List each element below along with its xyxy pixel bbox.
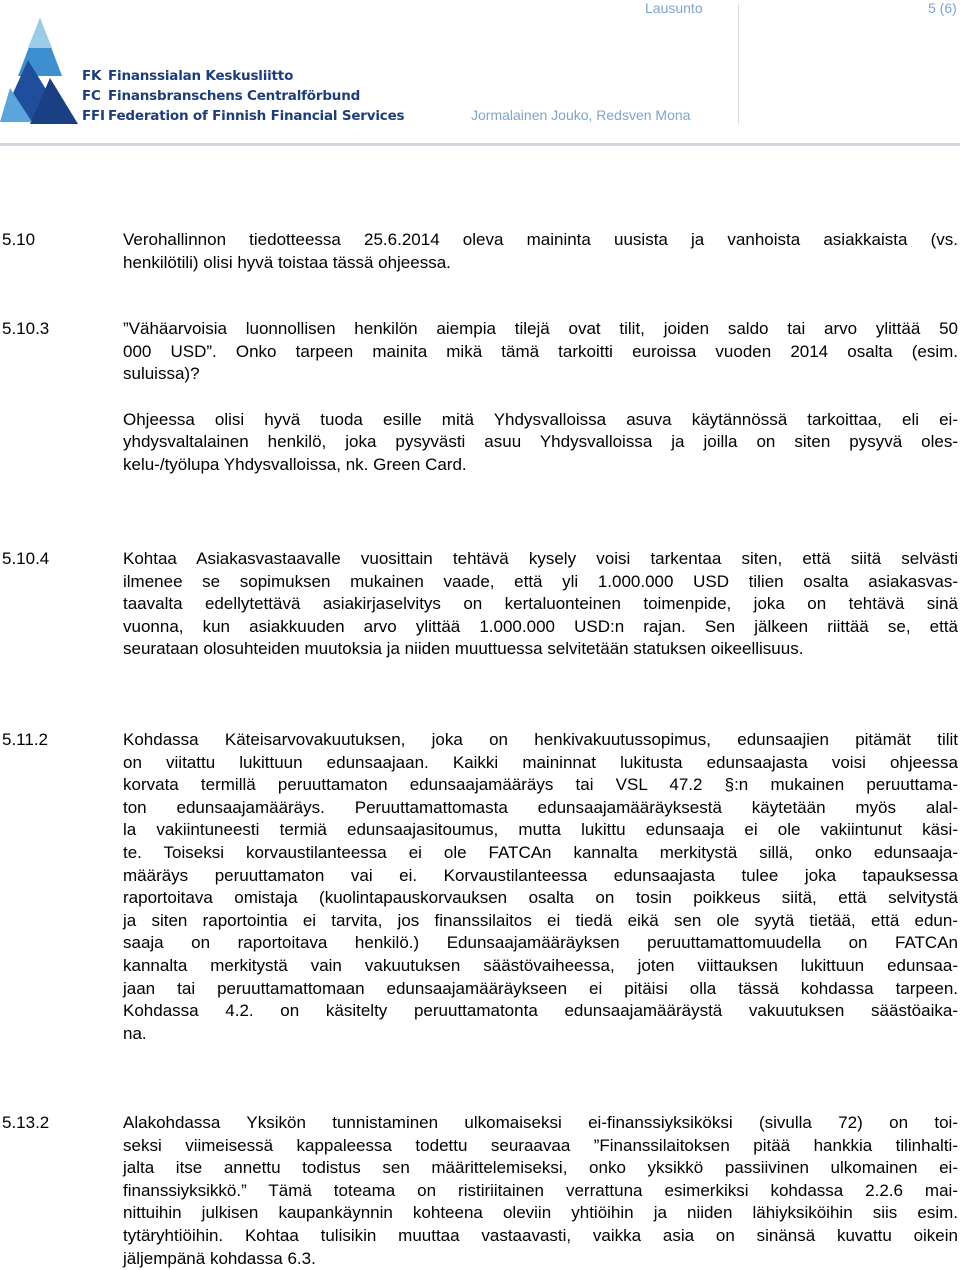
text-line: te. Toiseksi korvaustilanteessa ei ole FATCAn kannalta merkitystä sillä, onko edunsaaja- [123, 842, 958, 862]
text-line: Verohallinnon tiedotteessa 25.6.2014 oleva maininta uusista ja vanhoista asiakkaista (vs. [123, 230, 958, 249]
text-line: ja siten raportointia ei tarvita, jos finanssilaitos ei tiedä eikä sen ole syytä tietää, että edun- [123, 910, 958, 930]
text-line: Alakohdassa Yksikön tunnistaminen ulkomaiseksi ei-finanssiyksiköksi (sivulla 72) on toi- [123, 1113, 958, 1132]
text-line: nittuihin julkisen kaupankäynnin kohteena oleviin yhtiöihin ja niiden lähiyksiköihin siis esim. [123, 1203, 958, 1223]
text-line: määräys peruuttamaton vai ei. Korvaustilanteessa edunsaajasta tulee joka tapauksessa [123, 865, 958, 885]
ffi-logo-icon [0, 18, 78, 126]
text-line: seksi viimeisessä kappaleessa todettu seuraavaa ”Finanssilaitoksen pitää hankkia tilinhalti- [123, 1135, 958, 1155]
text-line: vuonna, kun asiakkuuden arvo ylittää 1.000.000 USD:n rajan. Sen jälkeen riittää se, että [123, 616, 958, 636]
section-number: 5.13.2 [2, 1113, 50, 1132]
text-line: Kohdassa 4.2. on käsitelty peruuttamatonta edunsaajamääräystä vakuutuksen säästöaika- [123, 1001, 958, 1021]
header-rule [0, 143, 960, 146]
section-body [123, 548, 958, 661]
text-line: Kohdassa Käteisarvovakuutuksen, joka on henkivakuutussopimus, edunsaajien pitämät tilit [123, 730, 958, 749]
text-line: yhdysvaltalainen henkilö, joka pysyvästi asuu Yhdysvalloissa ja joilla on siten pysyvä oles- [123, 432, 958, 452]
section-number: 5.10.4 [2, 549, 50, 568]
authors: Jormalainen Jouko, Redsven Mona [471, 107, 691, 123]
text-line: jalta itse annettu todistus sen määrittelemiseksi, onko yksikkö passiivinen ulkomainen ei- [123, 1158, 958, 1178]
text-line: na. [123, 1023, 147, 1043]
text-line: tytäryhtiöihin. Kohtaa tulisikin muuttaa vastaavasti, vaikka asia on sinänsä kuvattu oikein [123, 1225, 958, 1245]
text-line: finanssiyksikkö.” Tämä toteama on ristiriitainen verrattuna esimerkiksi kohdassa 2.2.6 mai- [123, 1180, 958, 1200]
header-divider [738, 4, 739, 124]
text-line: Kohtaa Asiakasvastaavalle vuosittain tehtävä kysely voisi tarkentaa siten, että siitä selvästi [123, 549, 958, 568]
text-line: korvata termillä peruuttamaton edunsaajamääräys tai VSL 47.2 §:n mukainen peruuttama- [123, 775, 958, 795]
text-line: raportoitava omistaja (kuolintapauskorvauksen osalta on tosin poikkeus siitä, että selvitystä [123, 888, 958, 908]
logo-text [82, 66, 404, 126]
logo-line: FFI Federation of Finnish Financial Services [82, 108, 405, 124]
text-line: seurataan olosuhteiden muutoksia ja niiden muuttuessa selvitetään statuksen oikeellisuus. [123, 639, 804, 659]
document-type: Lausunto [645, 0, 703, 16]
logo-line: FK Finanssialan Keskusliitto [82, 68, 294, 84]
page-header [0, 0, 960, 150]
section-body [123, 729, 958, 1045]
text-line: suluissa)? [123, 364, 200, 384]
text-line: ilmenee se sopimuksen mukainen vaade, että yli 1.000.000 USD tilien osalta asiakasvas- [123, 571, 958, 591]
section-number: 5.10 [2, 230, 36, 249]
section-number: 5.11.2 [2, 730, 49, 749]
text-line: la vakiintuneesti termiä edunsaajasitoumus, mutta lukittu edunsaaja ei ole vakiintunut käsi- [123, 820, 958, 840]
text-line: saaja on raportoitava henkilö.) Edunsaajamääräyksen peruuttamattomuudella on FATCAn [123, 933, 958, 953]
text-line: on viitattu lukittuun edunsaajaan. Kaikki maininnat lukitusta edunsaajasta voisi ohjeessa [123, 752, 958, 772]
page-number: 5 (6) [928, 0, 957, 16]
text-line: kannalta merkitystä vain vakuutuksen säästövaiheessa, joten viittauksen lukittuun edunsaa- [123, 955, 958, 975]
text-line: Ohjeessa olisi hyvä tuoda esille mitä Yhdysvalloissa asuva käytännössä tarkoittaa, eli ei- [123, 409, 958, 429]
section-number: 5.10.3 [2, 319, 50, 338]
text-line: ton edunsaajamääräys. Peruuttamattomasta edunsaajamääräyksestä käytetään myös alal- [123, 797, 958, 817]
text-line: jaan tai peruuttamattomaan edunsaajamääräykseen ei pitäisi olla tässä kohdassa tarpeen. [123, 978, 958, 998]
text-line: henkilötili) olisi hyvä toistaa tässä ohjeessa. [123, 252, 451, 272]
text-line: 000 USD”. Onko tarpeen mainita mikä tämä tarkoitti euroissa vuoden 2014 osalta (esim. [123, 341, 958, 361]
text-line: kelu-/työlupa Yhdysvalloissa, nk. Green Card. [123, 454, 467, 474]
text-line: jäljempänä kohdassa 6.3. [123, 1248, 316, 1268]
section-body [123, 229, 958, 274]
section-body [123, 1112, 958, 1270]
text-line: taavalta edellytettävä asiakirjaselvitys on kertaluonteinen toimenpide, joka on tehtävä sinä [123, 594, 958, 614]
logo-line: FC Finansbranschens Centralförbund [82, 88, 361, 104]
text-line: ”Vähäarvoisia luonnollisen henkilön aiempia tilejä ovat tilit, joiden saldo tai arvo ylittää 50 [123, 319, 958, 338]
section-body [123, 318, 958, 477]
